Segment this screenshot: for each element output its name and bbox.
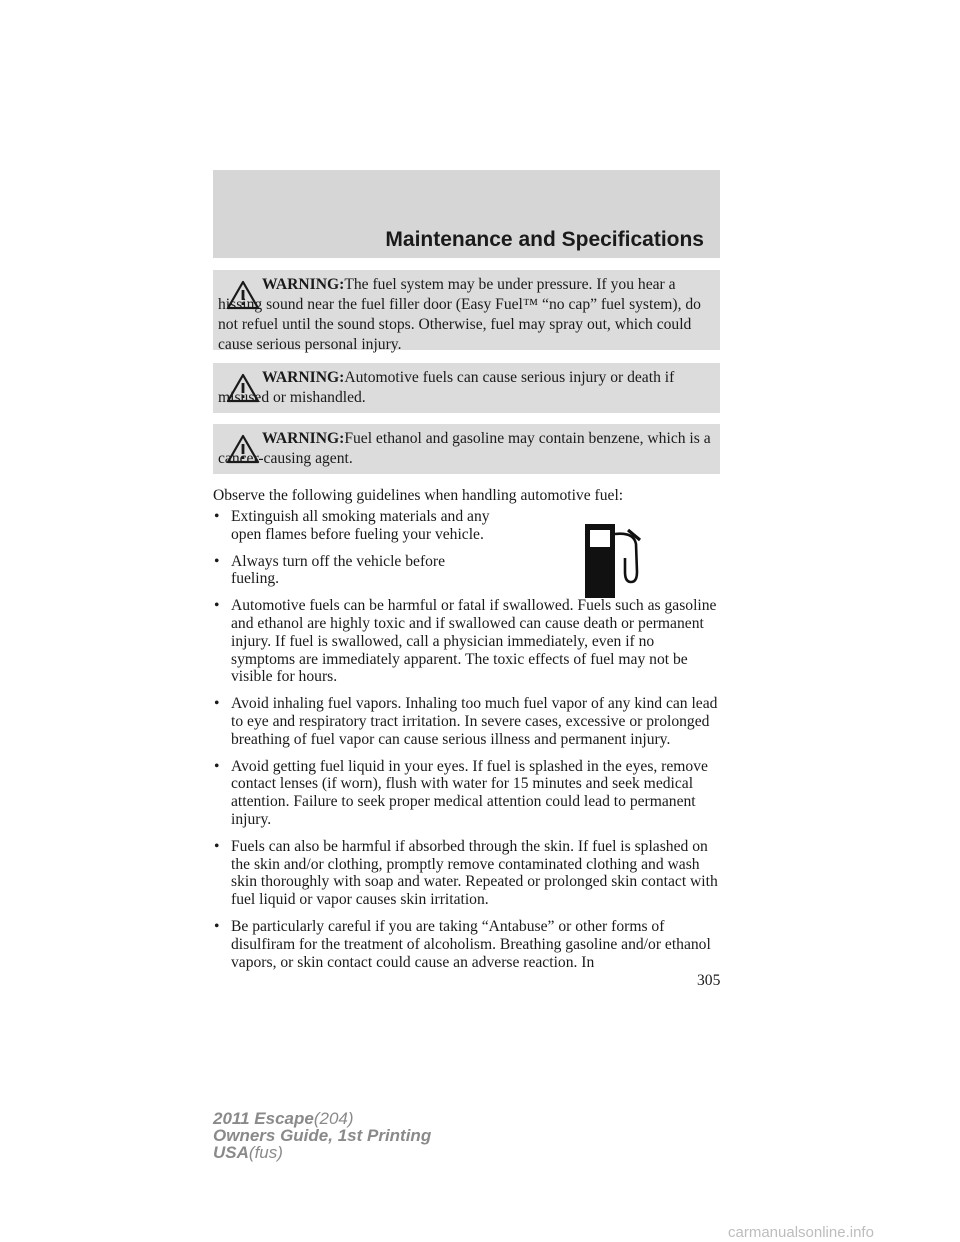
list-item bbox=[213, 597, 720, 686]
list-item-text: Fuels can also be harmful if absorbed through the skin. If fuel is splashed on the skin and/or clothing, promptly remove contaminated clothing and wash skin thoroughly with soap and water. Repeated or prolonged skin contact with fuel liquid or vapor causes skin irritation. bbox=[231, 837, 718, 909]
list-item-text: Automotive fuels can be harmful or fatal if swallowed. Fuels such as gasoline and ethanol are highly toxic and if swallowed can cause death or permanent injury. If fuel is swallowed, call a physician immediately, even if no symptoms are immediately apparent. The toxic effects of fuel may not be visible for hours. bbox=[231, 597, 717, 686]
warning-box-misuse bbox=[213, 363, 720, 413]
section-header-band bbox=[213, 170, 720, 258]
warning-box-benzene bbox=[213, 424, 720, 474]
footer-guide-edition: Owners Guide, 1st Printing bbox=[213, 1126, 432, 1145]
list-item-text: Avoid getting fuel liquid in your eyes. If fuel is splashed in the eyes, remove contact lenses (if worn), flush with water for 15 minutes and seek medical attention. Failure to seek proper medical attention could lead to permanent injury. bbox=[231, 757, 708, 828]
bullet-marker: • bbox=[214, 597, 220, 615]
bullet-marker: • bbox=[214, 695, 220, 713]
footer-market: USA bbox=[213, 1143, 249, 1162]
list-item-text: Always turn off the vehicle before fueling. bbox=[231, 552, 446, 588]
guidelines-list bbox=[213, 508, 720, 980]
warning-body: Fuel ethanol and gasoline may contain benzene, which is a cancer-causing agent. bbox=[218, 430, 711, 467]
list-item bbox=[213, 758, 720, 829]
section-title: Maintenance and Specifications bbox=[385, 228, 704, 251]
bullet-marker: • bbox=[214, 917, 220, 935]
bullet-marker: • bbox=[214, 837, 220, 855]
list-item-text: Be particularly careful if you are taking “Antabuse” or other forms of disulfiram for the treatment of alcoholism. Breathing gasoline and/or ethanol vapors, or skin contact could cause an adverse reaction. In bbox=[231, 917, 711, 971]
warning-label: WARNING: bbox=[262, 430, 345, 447]
bullet-marker: • bbox=[214, 508, 220, 525]
list-item-text: Extinguish all smoking materials and any open flames before fueling your vehicle. bbox=[231, 508, 490, 543]
watermark-text: carmanualsonline.info bbox=[728, 1224, 874, 1241]
list-item bbox=[213, 695, 720, 748]
page-number: 305 bbox=[697, 972, 721, 989]
warning-label: WARNING: bbox=[262, 369, 345, 386]
footer-market-code: (fus) bbox=[248, 1143, 283, 1162]
warning-text bbox=[218, 368, 713, 408]
footer-model: 2011 Escape bbox=[213, 1109, 314, 1128]
warning-text bbox=[218, 275, 713, 355]
guidelines-intro: Observe the following guidelines when handling automotive fuel: bbox=[213, 487, 624, 504]
list-item bbox=[213, 553, 493, 589]
bullet-marker: • bbox=[214, 552, 220, 570]
list-item bbox=[213, 918, 720, 971]
footer-publication-info bbox=[213, 1110, 431, 1161]
list-item bbox=[213, 838, 720, 909]
warning-body: The fuel system may be under pressure. If you hear a hissing sound near the fuel filler door (Easy Fuel™ “no cap” fuel system), do not refuel until the sound stops. Otherwise, fuel may spray out, which could cause serious personal injury. bbox=[218, 276, 701, 353]
list-item bbox=[213, 508, 493, 544]
warning-text bbox=[218, 429, 713, 469]
bullet-marker: • bbox=[214, 757, 220, 775]
warning-body: Automotive fuels can cause serious injury or death if misused or mishandled. bbox=[218, 369, 675, 406]
warning-box-fuel-pressure bbox=[213, 270, 720, 353]
list-item-text: Avoid inhaling fuel vapors. Inhaling too much fuel vapor of any kind can lead to eye and respiratory tract irritation. In severe cases, excessive or prolonged breathing of fuel vapor can cause serious illness and permanent injury. bbox=[231, 695, 718, 748]
footer-model-code: (204) bbox=[313, 1109, 354, 1128]
warning-label: WARNING: bbox=[262, 276, 345, 293]
